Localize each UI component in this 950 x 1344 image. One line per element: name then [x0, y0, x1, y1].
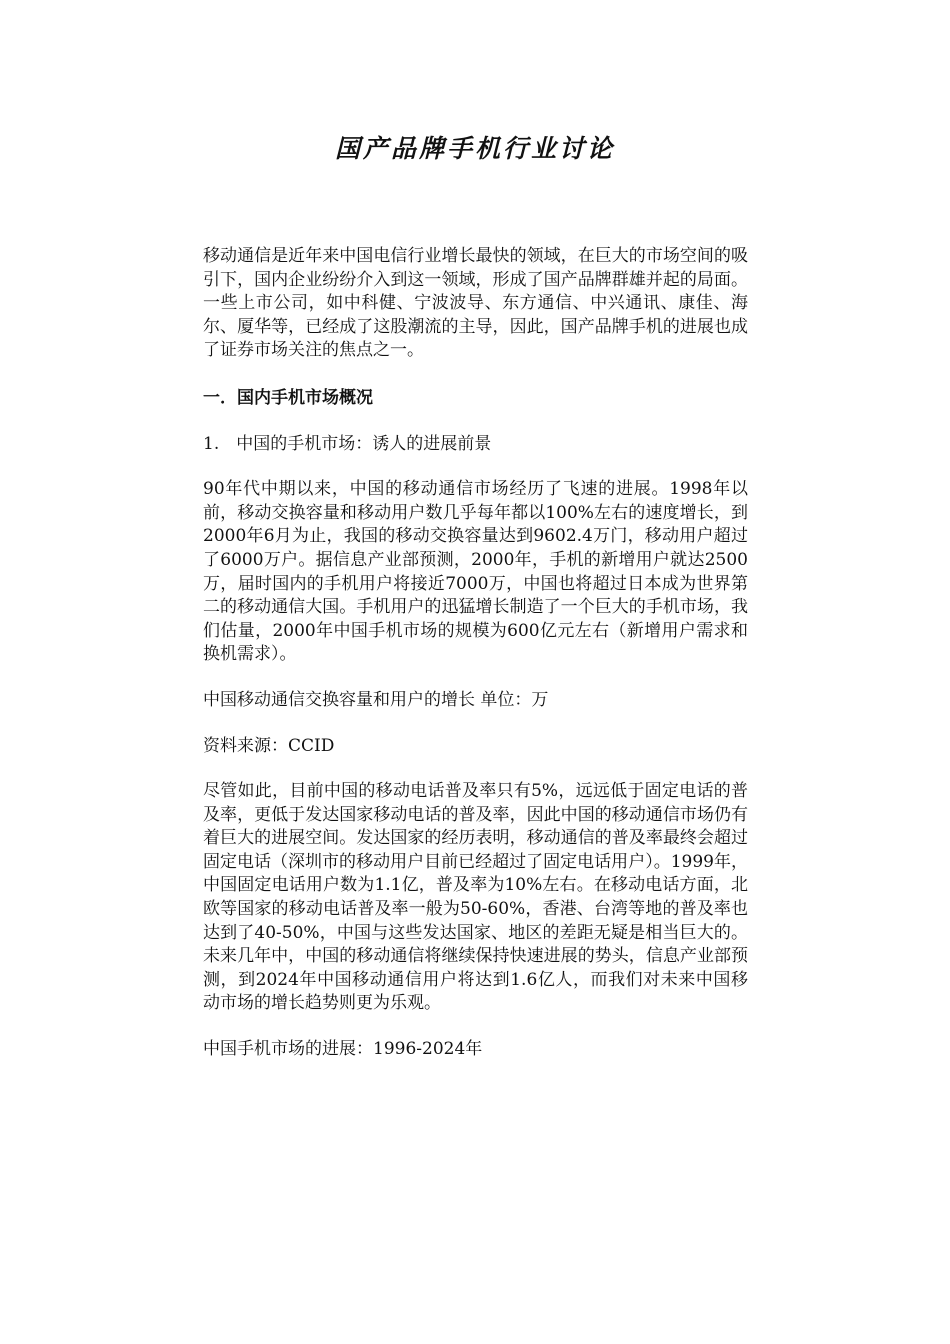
penetration-paragraph: 尽管如此，目前中国的移动电话普及率只有5%，远远低于固定电话的普及率，更低于发达国家移动电话的普及率，因此中国的移动通信市场仍有着巨大的进展空间。发达国家的经历表明，移动通信的普及率最终会超过固定电话（深圳市的移动用户目前已经超过了固定电话用户）。1999年，中国固定电话用户数为1.1亿，普及率为10%左右。在移动电话方面，北欧等国家的移动电话普及率一般为50-60%，香港、台湾等地的普及率也达到了40-50%，中国与这些发达国家、地区的差距无疑是相当巨大的。未来几年中，中国的移动通信将继续保持快速进展的势头，信息产业部预测，到2024年中国移动通信用户将达到1.6亿人，而我们对未来中国移动市场的增长趋势则更为乐观。 — [203, 781, 748, 1014]
source-note: 资料来源：CCID — [203, 735, 335, 756]
chart-caption-market: 中国手机市场的进展：1996-2024年 — [203, 1039, 483, 1060]
market-growth-paragraph: 90年代中期以来，中国的移动通信市场经历了飞速的进展。1998年以前，移动交换容量和移动用户数几乎每年都以100%左右的速度增长，到2000年6月为止，我国的移动交换容量达到9602.4万门，移动用户超过了6000万户。据信息产业部预测，2000年，手机的新增用户就达2500万，届时国内的手机用户将接近7000万，中国也将超过日本成为世界第二的移动通信大国。手机用户的迅猛增长制造了一个巨大的手机市场，我们估量，2000年中国手机市场的规模为600亿元左右（新增用户需求和换机需求）。 — [203, 479, 748, 665]
section-heading: 一．国内手机市场概况 — [203, 387, 373, 408]
chart-caption-capacity: 中国移动通信交换容量和用户的增长 单位：万 — [203, 689, 549, 710]
intro-paragraph: 移动通信是近年来中国电信行业增长最快的领域，在巨大的市场空间的吸引下，国内企业纷纷介入到这一领域，形成了国产品牌群雄并起的局面。一些上市公司，如中科健、宁波波导、东方通信、中兴通讯、康佳、海尔、厦华等，已经成了这股潮流的主导，因此，国产品牌手机的进展也成了证券市场关注的焦点之一。 — [203, 246, 748, 361]
document-body — [203, 245, 748, 1084]
subsection-heading: 1. 中国的手机市场：诱人的进展前景 — [203, 433, 492, 454]
document-title: 国产品牌手机行业讨论 — [334, 134, 615, 163]
